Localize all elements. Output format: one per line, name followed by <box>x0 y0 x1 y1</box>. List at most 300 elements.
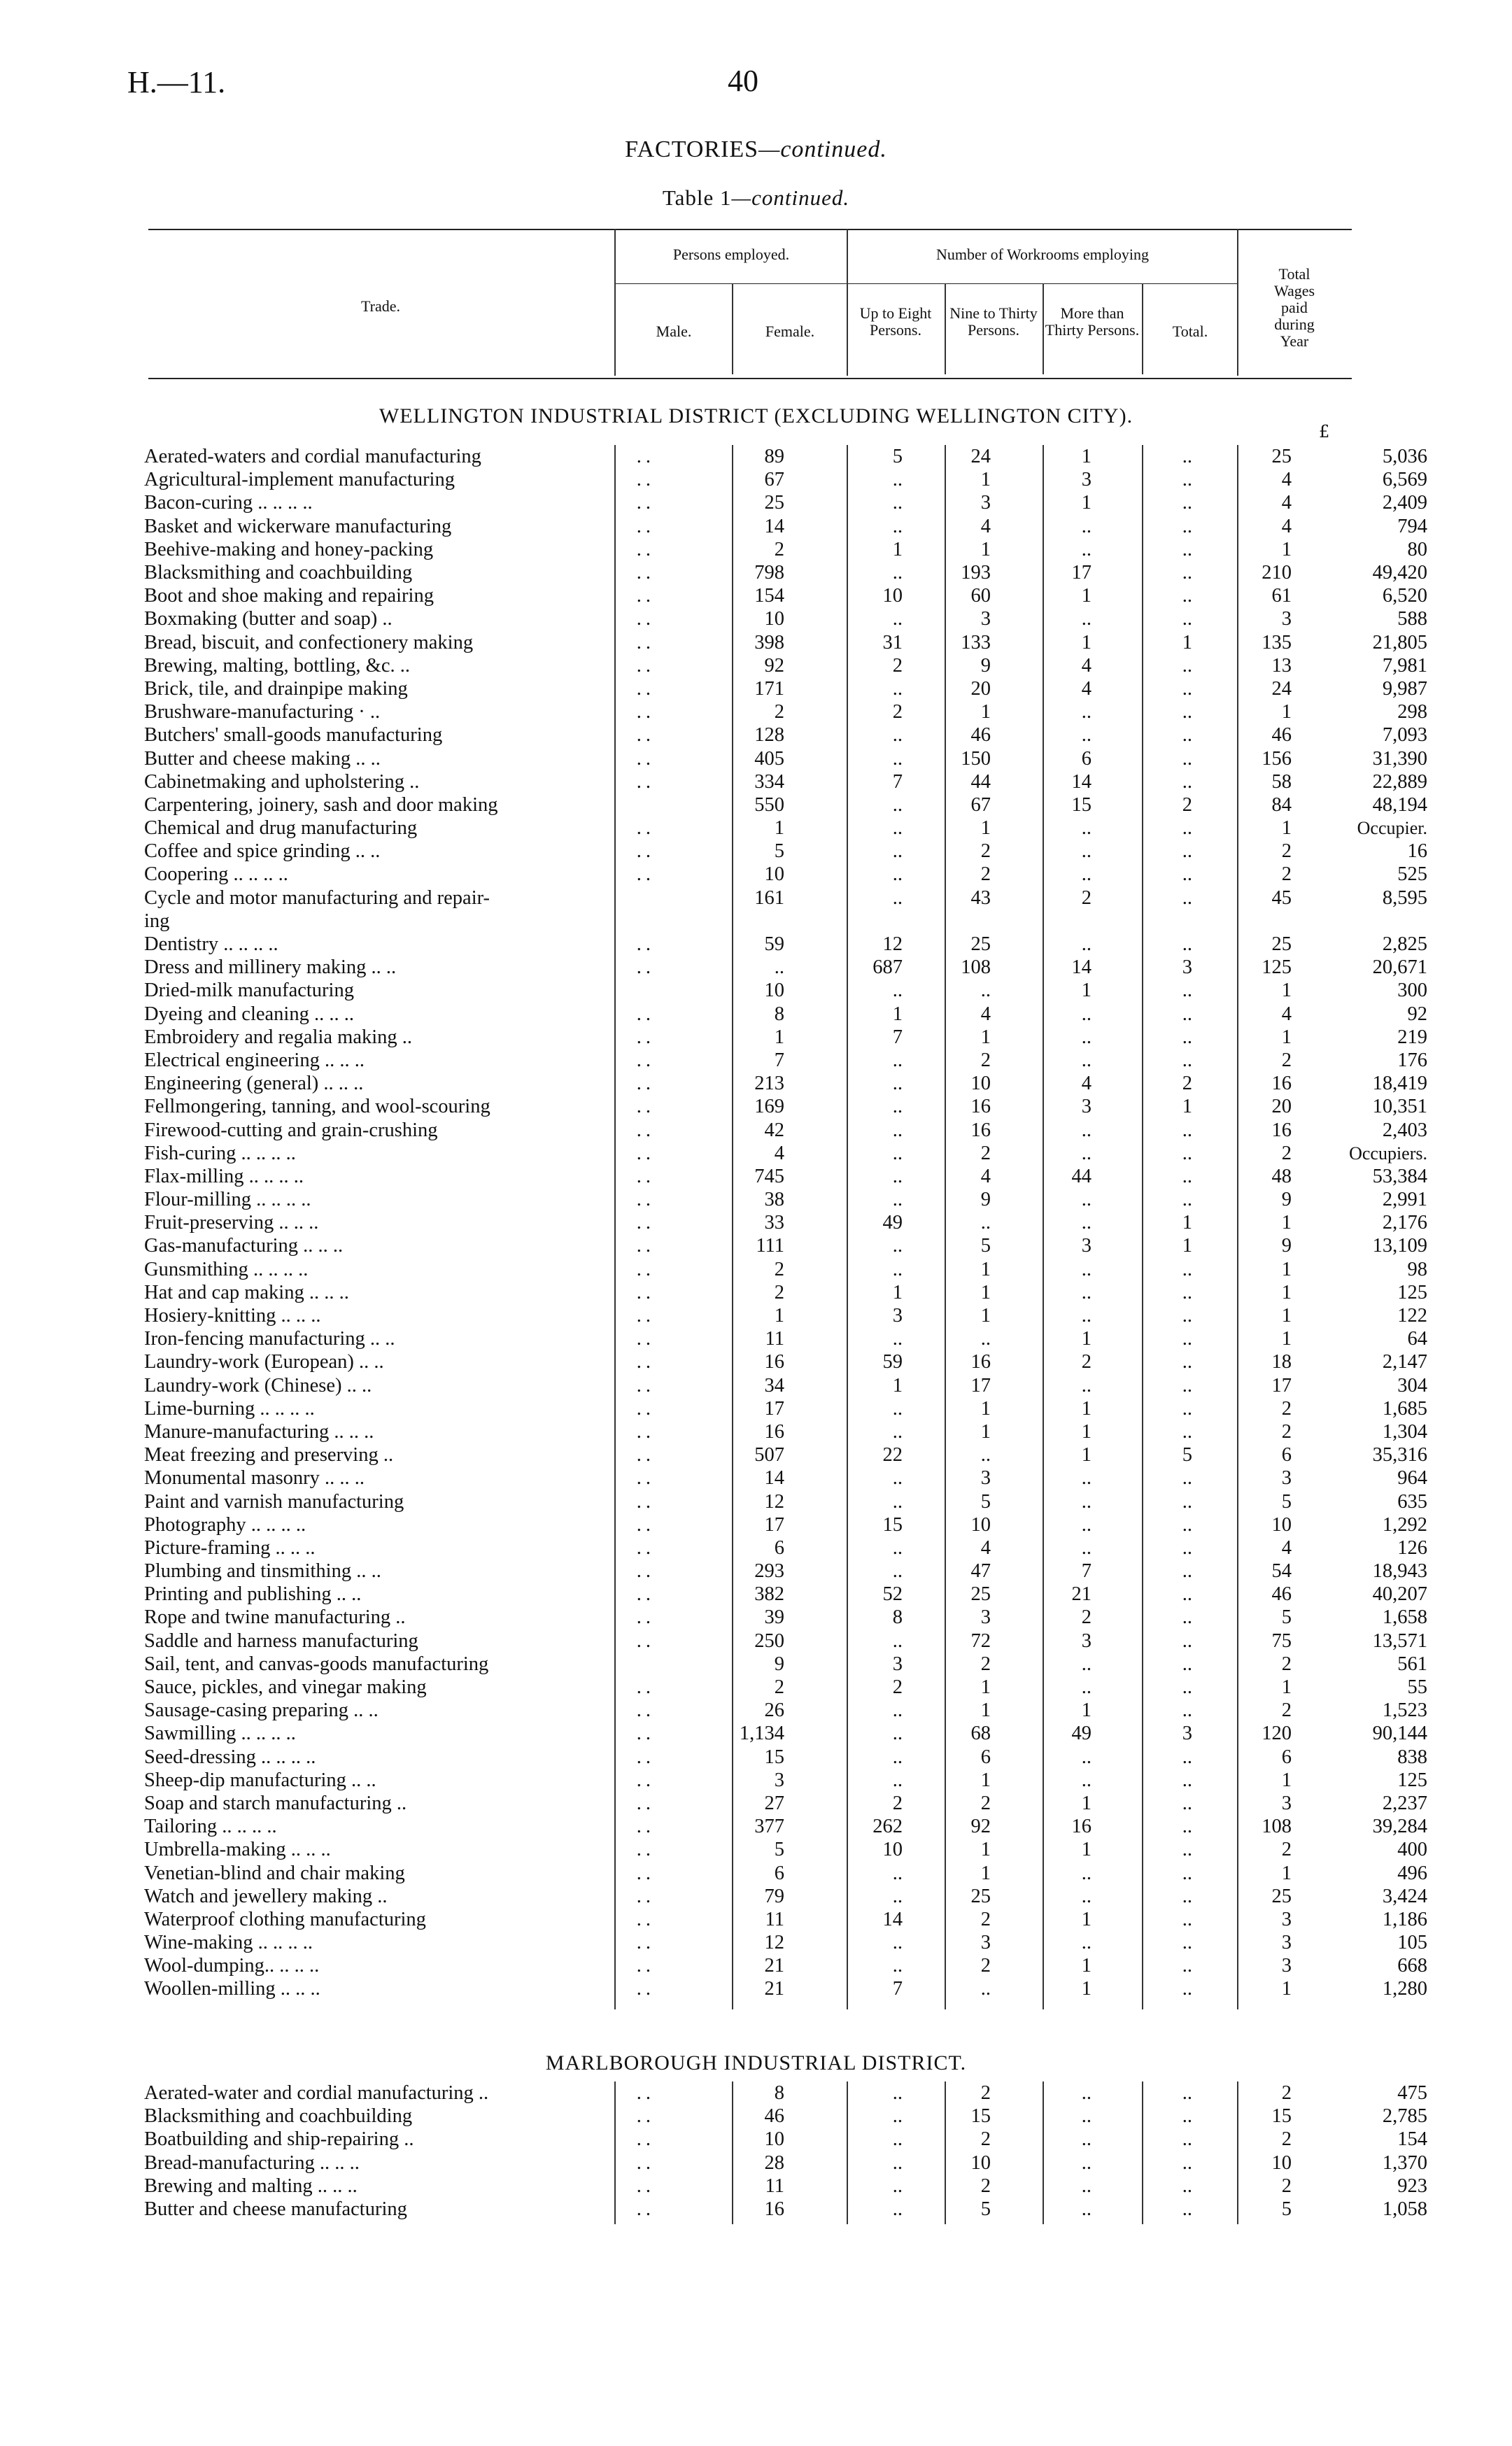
total-cell: 1 <box>1281 1978 1292 2000</box>
nine-to-thirty-cell: .. <box>1081 1374 1091 1397</box>
female-cell: .. <box>892 1723 903 1745</box>
nine-to-thirty-cell: 1 <box>1081 492 1091 514</box>
table-row <box>144 886 1437 910</box>
leader-dots: .. <box>636 840 655 863</box>
male-cell: 2 <box>774 1676 784 1699</box>
up-to-eight-cell: 24 <box>970 446 991 468</box>
nine-to-thirty-cell: .. <box>1081 1212 1091 1234</box>
leader-dots: .. <box>636 1536 655 1559</box>
leader-dots: .. <box>636 770 655 793</box>
table-row <box>144 1211 1437 1234</box>
trade-cell: Plumbing and tinsmithing .. .. <box>144 1560 381 1583</box>
wages-cell: 22,889 <box>1372 770 1427 793</box>
trade-cell: Bread-manufacturing .. .. .. <box>144 2151 360 2174</box>
total-cell: 4 <box>1281 1003 1292 1025</box>
wages-cell: 98 <box>1407 1258 1427 1280</box>
up-to-eight-cell: 92 <box>970 1816 991 1838</box>
leader-dots: .. <box>636 1328 655 1350</box>
more-than-thirty-cell: .. <box>1182 492 1192 514</box>
trade-cell: Dress and millinery making .. .. <box>144 956 397 979</box>
more-than-thirty-cell: .. <box>1182 1792 1192 1814</box>
more-than-thirty-cell: .. <box>1182 1049 1192 1071</box>
female-cell: .. <box>892 886 903 909</box>
nine-to-thirty-cell: 4 <box>1081 677 1091 700</box>
female-cell: 14 <box>882 1908 903 1930</box>
trade-cell: Meat freezing and preserving .. <box>144 1444 394 1466</box>
nine-to-thirty-cell: 1 <box>1081 585 1091 607</box>
total-cell: 2 <box>1281 2128 1292 2151</box>
leader-dots: .. <box>636 1003 655 1025</box>
wages-cell: 2,991 <box>1382 1189 1427 1211</box>
female-cell: 1 <box>892 1003 903 1025</box>
leader-dots: .. <box>636 1699 655 1722</box>
female-cell: 10 <box>882 585 903 607</box>
total-cell: 2 <box>1281 2082 1292 2105</box>
wages-cell: 13,109 <box>1372 1235 1427 1257</box>
table-row <box>144 1536 1437 1560</box>
nine-to-thirty-cell: 3 <box>1081 1096 1091 1118</box>
more-than-thirty-cell: .. <box>1182 2198 1192 2221</box>
up-to-eight-cell: 1 <box>980 1699 991 1722</box>
leader-dots: .. <box>636 2198 655 2221</box>
wages-cell: 105 <box>1397 1932 1427 1954</box>
more-than-thirty-cell: .. <box>1182 677 1192 700</box>
leader-dots: .. <box>636 1073 655 1095</box>
leader-dots: .. <box>636 1049 655 1071</box>
more-than-thirty-cell: .. <box>1182 770 1192 793</box>
total-cell: 2 <box>1281 1839 1292 1861</box>
more-than-thirty-cell: .. <box>1182 446 1192 468</box>
wages-cell: 588 <box>1397 608 1427 630</box>
nine-to-thirty-cell: .. <box>1081 1026 1091 1048</box>
table-row <box>144 816 1437 840</box>
total-cell: 4 <box>1281 515 1292 537</box>
leader-dots: .. <box>636 1583 655 1606</box>
female-cell: 1 <box>892 1374 903 1397</box>
male-cell: 15 <box>764 1746 784 1768</box>
up-to-eight-cell: 44 <box>970 770 991 793</box>
nine-to-thirty-cell: 3 <box>1081 1630 1091 1652</box>
nine-to-thirty-cell: 14 <box>1071 956 1091 979</box>
more-than-thirty-cell: .. <box>1182 1630 1192 1652</box>
table-row <box>144 1931 1437 1954</box>
more-than-thirty-cell: .. <box>1182 1676 1192 1699</box>
male-cell: 16 <box>764 1351 784 1373</box>
total-cell: 1 <box>1281 1676 1292 1699</box>
wages-cell: 176 <box>1397 1049 1427 1071</box>
wages-cell: 2,403 <box>1382 1119 1427 1141</box>
trade-cell: Aerated-water and cordial manufacturing .. <box>144 2082 489 2105</box>
leader-dots: .. <box>636 1096 655 1118</box>
header-divider <box>1237 229 1238 376</box>
total-cell: 16 <box>1271 1119 1292 1141</box>
nine-to-thirty-cell: .. <box>1081 1189 1091 1211</box>
more-than-thirty-cell: 3 <box>1182 956 1192 979</box>
up-to-eight-cell: 4 <box>980 1165 991 1187</box>
leader-dots: .. <box>636 817 655 840</box>
col-header-wages: Total Wages paid during Year <box>1273 265 1315 350</box>
nine-to-thirty-cell: 44 <box>1071 1165 1091 1187</box>
table-row <box>144 491 1437 514</box>
leader-dots <box>599 886 655 910</box>
wages-cell: 5,036 <box>1382 446 1427 468</box>
up-to-eight-cell: 25 <box>970 1583 991 1606</box>
male-cell: 34 <box>764 1374 784 1397</box>
table-row <box>144 1049 1437 1072</box>
wages-cell: 20,671 <box>1372 956 1427 979</box>
table-row <box>144 840 1437 863</box>
leader-dots: .. <box>636 1885 655 1907</box>
female-cell: 2 <box>892 1676 903 1699</box>
trade-cell: Sheep-dip manufacturing .. .. <box>144 1769 376 1791</box>
nine-to-thirty-cell: .. <box>1081 2105 1091 2128</box>
more-than-thirty-cell: .. <box>1182 1281 1192 1303</box>
female-cell: .. <box>892 1328 903 1350</box>
more-than-thirty-cell: 2 <box>1182 1073 1192 1095</box>
table-row <box>144 1026 1437 1049</box>
more-than-thirty-cell: 5 <box>1182 1444 1192 1466</box>
col-header-workrooms: Number of Workrooms employing <box>936 246 1149 263</box>
up-to-eight-cell: 1 <box>980 1769 991 1791</box>
female-cell: .. <box>892 724 903 747</box>
trade-cell: ing <box>144 910 170 932</box>
trade-cell: Hosiery-knitting .. .. .. <box>144 1305 321 1327</box>
up-to-eight-cell: 1 <box>980 1397 991 1420</box>
leader-dots: .. <box>636 446 655 468</box>
total-cell: 2 <box>1281 1420 1292 1443</box>
nine-to-thirty-cell: 7 <box>1081 1560 1091 1583</box>
more-than-thirty-cell: .. <box>1182 1699 1192 1722</box>
table-row <box>144 1165 1437 1188</box>
trade-cell: Firewood-cutting and grain-crushing <box>144 1119 438 1141</box>
total-cell: 2 <box>1281 1653 1292 1675</box>
trade-cell: Cycle and motor manufacturing and repair- <box>144 886 490 909</box>
up-to-eight-cell: 193 <box>961 562 991 584</box>
table-row <box>144 2151 1437 2175</box>
female-cell: .. <box>892 1235 903 1257</box>
table-row <box>144 1188 1437 1211</box>
male-cell: 2 <box>774 1281 784 1303</box>
male-cell: 293 <box>754 1560 784 1583</box>
leader-dots: .. <box>636 1026 655 1048</box>
col-header-female: Female. <box>765 323 815 340</box>
table-row <box>144 468 1437 491</box>
male-cell: 33 <box>764 1212 784 1234</box>
male-cell: 5 <box>774 840 784 863</box>
male-cell: 11 <box>765 1908 784 1930</box>
leader-dots: .. <box>636 677 655 700</box>
table-row <box>144 979 1437 1002</box>
nine-to-thirty-cell: .. <box>1081 2151 1091 2174</box>
nine-to-thirty-cell: 1 <box>1081 1420 1091 1443</box>
wages-cell: 21,805 <box>1372 631 1427 653</box>
nine-to-thirty-cell: .. <box>1081 1885 1091 1907</box>
male-cell: 12 <box>764 1490 784 1513</box>
wages-cell: Occupier. <box>1357 818 1427 839</box>
male-cell: 1,134 <box>739 1723 784 1745</box>
table-row <box>144 1954 1437 1977</box>
more-than-thirty-cell: .. <box>1182 1026 1192 1048</box>
male-cell: 12 <box>764 1932 784 1954</box>
total-cell: 2 <box>1281 1397 1292 1420</box>
total-cell: 20 <box>1271 1096 1292 1118</box>
female-cell: .. <box>892 1096 903 1118</box>
up-to-eight-cell: 10 <box>970 2151 991 2174</box>
up-to-eight-cell: 3 <box>980 492 991 514</box>
wages-cell: 6,569 <box>1382 469 1427 491</box>
male-cell: 16 <box>764 1420 784 1443</box>
nine-to-thirty-cell: .. <box>1081 1142 1091 1164</box>
up-to-eight-cell: 2 <box>980 863 991 886</box>
up-to-eight-cell: 25 <box>970 1885 991 1907</box>
leader-dots: .. <box>636 1792 655 1814</box>
more-than-thirty-cell: .. <box>1182 1142 1192 1164</box>
nine-to-thirty-cell: 1 <box>1081 1908 1091 1930</box>
table-row <box>144 1490 1437 1513</box>
more-than-thirty-cell: .. <box>1182 886 1192 909</box>
up-to-eight-cell: .. <box>980 1328 991 1350</box>
trade-cell: Brick, tile, and drainpipe making <box>144 677 408 700</box>
nine-to-thirty-cell: .. <box>1081 2128 1091 2151</box>
total-cell: 3 <box>1281 1467 1292 1490</box>
table-row <box>144 1861 1437 1884</box>
wages-cell: 668 <box>1397 1955 1427 1977</box>
up-to-eight-cell: 68 <box>970 1723 991 1745</box>
header-bottom-rule <box>148 378 1352 379</box>
table-row <box>144 561 1437 584</box>
trade-cell: Bread, biscuit, and confectionery making <box>144 631 474 653</box>
trade-cell: Monumental masonry .. .. .. <box>144 1467 365 1490</box>
up-to-eight-cell: 2 <box>980 1653 991 1675</box>
total-cell: 1 <box>1281 1305 1292 1327</box>
female-cell: 22 <box>882 1444 903 1466</box>
wages-cell: 2,147 <box>1382 1351 1427 1373</box>
total-cell: 4 <box>1281 1536 1292 1559</box>
female-cell: .. <box>892 2105 903 2128</box>
total-cell: 15 <box>1271 2105 1292 2128</box>
more-than-thirty-cell: .. <box>1182 1189 1192 1211</box>
leader-dots: .. <box>636 747 655 770</box>
nine-to-thirty-cell: 16 <box>1071 1816 1091 1838</box>
female-cell: .. <box>892 562 903 584</box>
female-cell: 8 <box>892 1606 903 1629</box>
table-row <box>144 1699 1437 1722</box>
up-to-eight-cell: 4 <box>980 1003 991 1025</box>
male-cell: 42 <box>764 1119 784 1141</box>
table-row <box>144 1653 1437 1676</box>
leader-dots: .. <box>636 1374 655 1397</box>
leader-dots <box>599 1653 655 1676</box>
female-cell: .. <box>892 817 903 840</box>
up-to-eight-cell: .. <box>980 1978 991 2000</box>
wages-cell: 304 <box>1397 1374 1427 1397</box>
male-cell: 17 <box>764 1513 784 1536</box>
male-cell: 92 <box>764 654 784 677</box>
table-row <box>144 1466 1437 1490</box>
more-than-thirty-cell: .. <box>1182 1746 1192 1768</box>
nine-to-thirty-cell: .. <box>1081 1536 1091 1559</box>
table-row <box>144 700 1437 723</box>
table-row <box>144 1676 1437 1699</box>
up-to-eight-cell: 2 <box>980 2175 991 2197</box>
table-row <box>144 1513 1437 1536</box>
nine-to-thirty-cell: 2 <box>1081 886 1091 909</box>
wages-cell: 48,194 <box>1372 793 1427 816</box>
male-cell: 3 <box>774 1769 784 1791</box>
leader-dots: .. <box>636 1351 655 1373</box>
male-cell: 111 <box>756 1235 784 1257</box>
wages-cell: 2,237 <box>1382 1792 1427 1814</box>
trade-cell: Printing and publishing .. .. <box>144 1583 362 1606</box>
male-cell: 7 <box>774 1049 784 1071</box>
currency-symbol: £ <box>1319 422 1330 441</box>
nine-to-thirty-cell: .. <box>1081 1281 1091 1303</box>
up-to-eight-cell: 17 <box>970 1374 991 1397</box>
wages-cell: 2,409 <box>1382 492 1427 514</box>
wages-cell: 1,292 <box>1382 1513 1427 1536</box>
wages-cell: 1,058 <box>1382 2198 1427 2221</box>
more-than-thirty-cell: .. <box>1182 1885 1192 1907</box>
leader-dots: .. <box>636 1908 655 1930</box>
table-row <box>144 1258 1437 1281</box>
trade-cell: Basket and wickerware manufacturing <box>144 515 452 537</box>
more-than-thirty-cell: .. <box>1182 1467 1192 1490</box>
female-cell: 2 <box>892 1792 903 1814</box>
table-row <box>144 538 1437 561</box>
up-to-eight-cell: 3 <box>980 1467 991 1490</box>
nine-to-thirty-cell: .. <box>1081 1049 1091 1071</box>
wages-cell: 635 <box>1397 1490 1427 1513</box>
female-cell: 7 <box>892 1978 903 2000</box>
up-to-eight-cell: 1 <box>980 1839 991 1861</box>
report-id: H.—11. <box>127 65 226 99</box>
trade-cell: Hat and cap making .. .. .. <box>144 1281 349 1303</box>
leader-dots: .. <box>636 2082 655 2105</box>
female-cell: .. <box>892 1490 903 1513</box>
up-to-eight-cell: 20 <box>970 677 991 700</box>
more-than-thirty-cell: 1 <box>1182 1212 1192 1234</box>
nine-to-thirty-cell: 1 <box>1081 1955 1091 1977</box>
total-cell: 9 <box>1281 1189 1292 1211</box>
male-cell: 250 <box>754 1630 784 1652</box>
table-row <box>144 1722 1437 1745</box>
female-cell: .. <box>892 1699 903 1722</box>
total-cell: 6 <box>1281 1746 1292 1768</box>
trade-cell: Butter and cheese making .. .. <box>144 747 381 770</box>
female-cell: .. <box>892 515 903 537</box>
table-row <box>144 1792 1437 1815</box>
female-cell: .. <box>892 1769 903 1791</box>
female-cell: .. <box>892 1885 903 1907</box>
up-to-eight-cell: 2 <box>980 1792 991 1814</box>
up-to-eight-cell: 5 <box>980 1490 991 1513</box>
leader-dots: .. <box>636 1746 655 1768</box>
male-cell: 161 <box>754 886 784 909</box>
nine-to-thirty-cell: 1 <box>1081 1328 1091 1350</box>
female-cell: 1 <box>892 1281 903 1303</box>
nine-to-thirty-cell: .. <box>1081 515 1091 537</box>
wages-cell: 40,207 <box>1372 1583 1427 1606</box>
male-cell: 38 <box>764 1189 784 1211</box>
wages-cell: 154 <box>1397 2128 1427 2151</box>
male-cell: 1 <box>774 1026 784 1048</box>
leader-dots: .. <box>636 1816 655 1838</box>
more-than-thirty-cell: .. <box>1182 701 1192 723</box>
trade-cell: Boatbuilding and ship-repairing .. <box>144 2128 414 2151</box>
female-cell: 687 <box>872 956 903 979</box>
wages-cell: 525 <box>1397 863 1427 886</box>
more-than-thirty-cell: .. <box>1182 1258 1192 1280</box>
wages-cell: 13,571 <box>1372 1630 1427 1652</box>
table-row <box>144 1374 1437 1397</box>
total-cell: 1 <box>1281 980 1292 1002</box>
nine-to-thirty-cell: 1 <box>1081 1699 1091 1722</box>
wages-cell: 2,785 <box>1382 2105 1427 2128</box>
wages-cell: 1,685 <box>1382 1397 1427 1420</box>
wages-cell: 1,304 <box>1382 1420 1427 1443</box>
table-row <box>144 793 1437 816</box>
table-label-main: Table 1 <box>662 185 732 210</box>
up-to-eight-cell: 25 <box>970 933 991 956</box>
total-cell: 18 <box>1271 1351 1292 1373</box>
nine-to-thirty-cell: 1 <box>1081 1839 1091 1861</box>
nine-to-thirty-cell: 1 <box>1081 1397 1091 1420</box>
more-than-thirty-cell: .. <box>1182 1119 1192 1141</box>
table-row <box>144 677 1437 700</box>
female-cell: .. <box>892 2128 903 2151</box>
male-cell: 59 <box>764 933 784 956</box>
more-than-thirty-cell: .. <box>1182 1328 1192 1350</box>
leader-dots: .. <box>636 1978 655 2000</box>
leader-dots: .. <box>636 654 655 677</box>
leader-dots: .. <box>636 1281 655 1303</box>
table-row <box>144 1746 1437 1769</box>
more-than-thirty-cell: .. <box>1182 724 1192 747</box>
nine-to-thirty-cell: 15 <box>1071 793 1091 816</box>
total-cell: 9 <box>1281 1235 1292 1257</box>
nine-to-thirty-cell: .. <box>1081 1119 1091 1141</box>
male-cell: 25 <box>764 492 784 514</box>
up-to-eight-cell: 6 <box>980 1746 991 1768</box>
trade-cell: Fish-curing .. .. .. .. <box>144 1142 296 1164</box>
more-than-thirty-cell: .. <box>1182 1606 1192 1629</box>
wages-cell: 794 <box>1397 515 1427 537</box>
trade-cell: Boot and shoe making and repairing <box>144 585 434 607</box>
header-mid-rule <box>616 283 1238 284</box>
col-header-nine-to-thirty: Nine to Thirty Persons. <box>949 304 1038 339</box>
wages-cell: 298 <box>1397 701 1427 723</box>
nine-to-thirty-cell: 17 <box>1071 562 1091 584</box>
female-cell: .. <box>892 608 903 630</box>
leader-dots: .. <box>636 724 655 747</box>
nine-to-thirty-cell: .. <box>1081 1653 1091 1675</box>
female-cell: .. <box>892 1955 903 1977</box>
leader-dots: .. <box>636 608 655 630</box>
male-cell: 14 <box>764 515 784 537</box>
total-cell: 1 <box>1281 1212 1292 1234</box>
table-row <box>144 770 1437 793</box>
female-cell: 2 <box>892 654 903 677</box>
up-to-eight-cell: 16 <box>970 1119 991 1141</box>
trade-cell: Tailoring .. .. .. .. <box>144 1816 277 1838</box>
trade-cell: Wool-dumping.. .. .. .. <box>144 1955 320 1977</box>
more-than-thirty-cell: .. <box>1182 1003 1192 1025</box>
female-cell: .. <box>892 1467 903 1490</box>
male-cell: 6 <box>774 1862 784 1884</box>
total-cell: 13 <box>1271 654 1292 677</box>
trade-cell: Soap and starch manufacturing .. <box>144 1792 407 1814</box>
total-cell: 1 <box>1281 701 1292 723</box>
